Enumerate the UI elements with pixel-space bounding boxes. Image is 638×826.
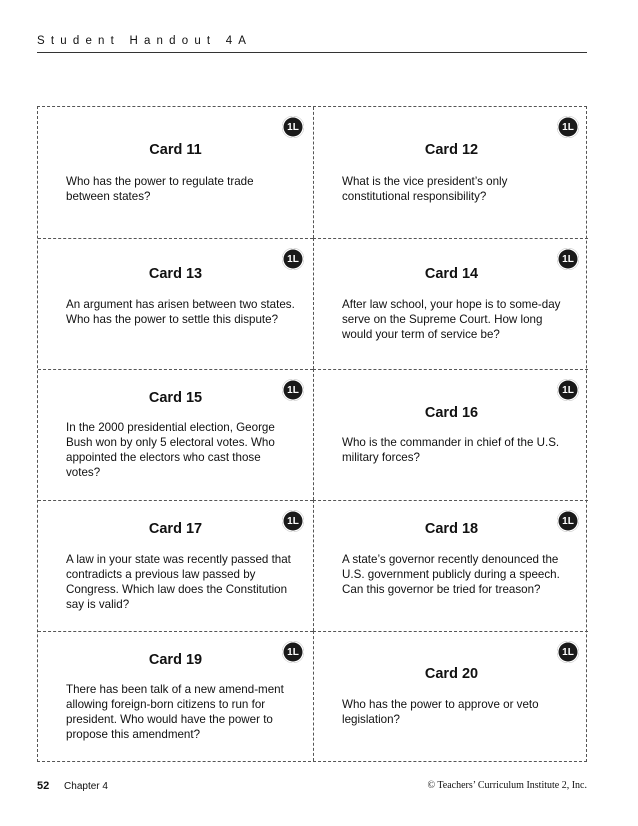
handout-title: Student Handout 4A: [37, 35, 253, 47]
card-17: [38, 500, 313, 631]
card-15: [38, 369, 313, 500]
card-14: [313, 238, 588, 369]
card-16: [313, 369, 588, 500]
card-11: [38, 107, 313, 238]
header-rule: [37, 52, 587, 53]
level-badge-icon: 1L: [282, 379, 304, 401]
card-question: After law school, your hope is to some-day serve on the Supreme Court. How long would your term of service be?: [342, 298, 561, 341]
card-question: In the 2000 presidential election, George Bush won by only 5 electoral votes. Who appointed the electors who cast those votes?: [66, 421, 275, 479]
card-question: Who has the power to approve or veto legislation?: [342, 698, 539, 726]
card-title: Card 14: [424, 266, 479, 282]
card-title: Card 19: [148, 652, 203, 668]
copyright-notice: © Teachers’ Curriculum Institute 2, Inc.: [427, 780, 587, 791]
card-title: Card 17: [148, 521, 203, 537]
card-18: [313, 500, 588, 631]
card-title: Card 20: [424, 666, 479, 682]
card-19: [38, 631, 313, 761]
level-badge-icon: 1L: [557, 379, 579, 401]
card-question: A law in your state was recently passed that contradicts a previous law passed by Congress. Which law does the Constitution say is valid?: [66, 553, 291, 611]
card-title: Card 15: [148, 390, 203, 406]
page-footer: [37, 780, 587, 796]
card-grid: [37, 106, 587, 762]
card-title: Card 12: [424, 142, 479, 158]
level-badge-icon: 1L: [557, 510, 579, 532]
level-badge-icon: 1L: [282, 510, 304, 532]
card-question: Who is the commander in chief of the U.S. military forces?: [342, 436, 560, 464]
card-title: Card 16: [424, 405, 479, 421]
card-13: [38, 238, 313, 369]
card-title: Card 11: [149, 142, 202, 158]
level-badge-icon: 1L: [557, 116, 579, 138]
level-badge-icon: 1L: [282, 641, 304, 663]
level-badge-icon: 1L: [557, 248, 579, 270]
card-title: Card 13: [148, 266, 203, 282]
card-20: [313, 631, 588, 761]
card-question: There has been talk of a new amend-ment allowing foreign-born citizens to run for president. Who would have the power to propose this amendment?: [66, 683, 284, 741]
level-badge-icon: 1L: [282, 116, 304, 138]
card-question: An argument has arisen between two states. Who has the power to settle this dispute?: [66, 298, 295, 326]
level-badge-icon: 1L: [557, 641, 579, 663]
level-badge-icon: 1L: [282, 248, 304, 270]
card-question: What is the vice president’s only constitutional responsibility?: [342, 175, 508, 203]
card-title: Card 18: [424, 521, 479, 537]
card-question: A state’s governor recently denounced the U.S. government publicly during a speech. Can this governor be tried for treason?: [342, 553, 560, 596]
page-number: 52: [37, 780, 50, 792]
card-12: [313, 107, 588, 238]
card-question: Who has the power to regulate trade between states?: [66, 175, 254, 203]
chapter-label: Chapter 4: [64, 781, 108, 792]
